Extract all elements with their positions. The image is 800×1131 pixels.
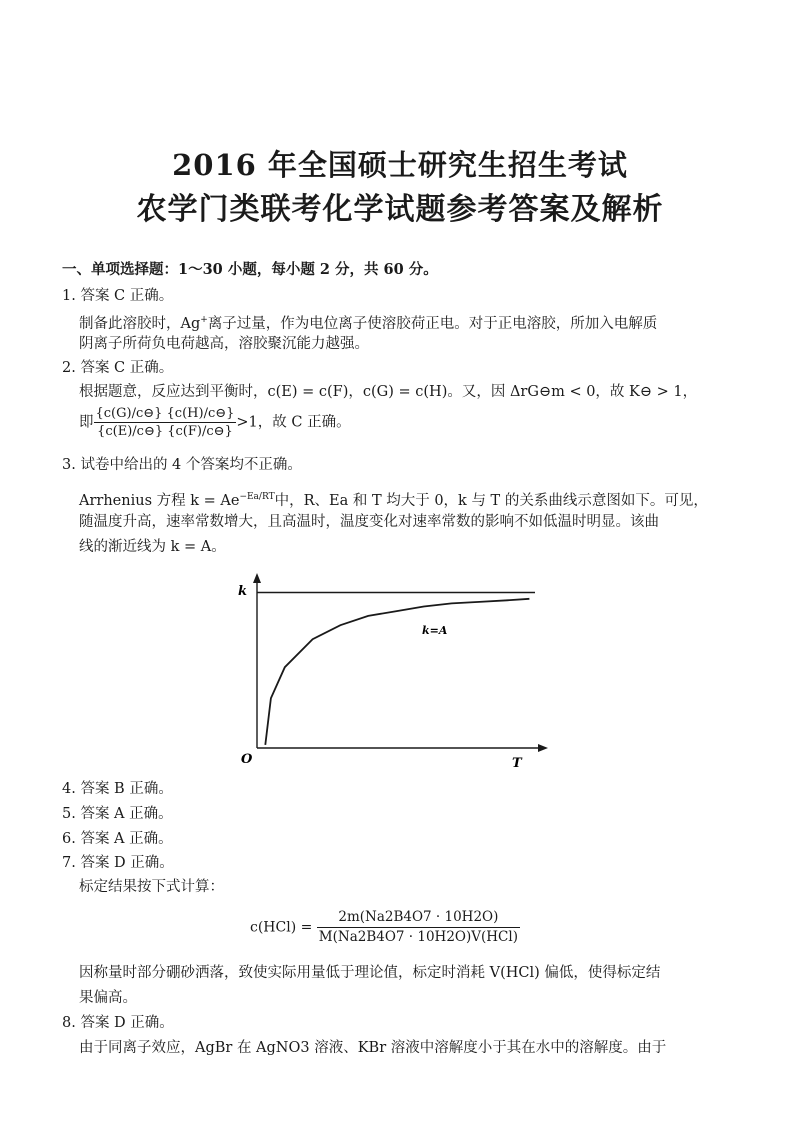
- y-axis-label: k: [238, 584, 248, 599]
- q5-answer: 5. 答案 A 正确。: [62, 806, 173, 822]
- q1-explanation-1: [79, 310, 657, 334]
- q2-fraction-denominator: {c(E)/c⊖} {c(F)/c⊖}: [97, 424, 233, 439]
- q1-exp-post: 离子过量，作为电位离子使溶胶荷正电。对于正电溶胶，所加入电解质: [207, 315, 658, 332]
- q2-fraction: [94, 405, 237, 440]
- q3-explanation-1: [79, 487, 708, 511]
- q8-explanation-1: 由于同离子效应，AgBr 在 AgNO3 溶液、KBr 溶液中溶解度小于其在水中的溶解度。由于: [79, 1040, 667, 1056]
- x-axis-label: T: [512, 756, 522, 771]
- q7-formula-denominator: M(Na2B4O7 · 10H2O)V(HCl): [318, 929, 518, 945]
- y-axis-arrow: [253, 573, 261, 583]
- q2-explanation-1: 根据题意，反应达到平衡时，c(E) = c(F)，c(G) = c(H)。又，因 ΔrG⊖m < 0，故 K⊖ > 1，: [79, 384, 698, 400]
- q4-answer: 4. 答案 B 正确。: [62, 781, 173, 797]
- q1-explanation-2: 阴离子所荷负电荷越高，溶胶聚沉能力越强。: [79, 336, 369, 352]
- q7-explanation-1: 因称量时部分硼砂洒落，致使实际用量低于理论值，标定时消耗 V(HCl) 偏低，使得标定结: [79, 965, 661, 981]
- asymptote-label: k=A: [422, 624, 448, 637]
- q7-explanation-2: 果偏高。: [79, 990, 137, 1006]
- q7-formula-lhs: c(HCl) =: [250, 919, 313, 936]
- k-vs-t-chart: [230, 565, 560, 775]
- q6-answer: 6. 答案 A 正确。: [62, 831, 173, 847]
- page-title-line-1: 2016 年全国硕士研究生招生考试: [172, 148, 628, 182]
- q3-explanation-2: 随温度升高，速率常数增大，且高温时，温度变化对速率常数的影响不如低温时明显。该曲: [79, 514, 659, 530]
- q3-exp1-post: 中，R、Ea 和 T 均大于 0，k 与 T 的关系曲线示意图如下。可见，: [274, 492, 708, 509]
- origin-label: O: [241, 752, 253, 767]
- q3-exp1-pre: Arrhenius 方程 k = Ae: [79, 492, 240, 509]
- x-axis-arrow: [538, 744, 548, 752]
- q7-formula: [250, 908, 520, 947]
- k-curve: [265, 599, 529, 745]
- q3-exp1-exponent: −Ea/RT: [239, 492, 275, 502]
- section-heading: 一、单项选择题：1～30 小题，每小题 2 分，共 60 分。: [62, 261, 438, 278]
- q7-intro: 标定结果按下式计算：: [79, 879, 224, 895]
- q3-explanation-3: 线的渐近线为 k = A。: [79, 539, 226, 555]
- q7-formula-fraction: [317, 908, 520, 947]
- q2-answer: 2. 答案 C 正确。: [62, 360, 174, 376]
- q3-answer: 3. 试卷中给出的 4 个答案均不正确。: [62, 457, 302, 473]
- q1-answer: 1. 答案 C 正确。: [62, 288, 174, 304]
- q1-exp-sup: +: [200, 315, 208, 325]
- q7-formula-numerator: 2m(Na2B4O7 · 10H2O): [317, 908, 520, 928]
- q1-exp-pre: 制备此溶胶时，Ag: [79, 315, 201, 332]
- q2-exp2-prefix: 即: [79, 414, 94, 431]
- page-title-line-2: 农学门类联考化学试题参考答案及解析: [136, 192, 664, 227]
- q2-exp2-suffix: >1，故 C 正确。: [236, 414, 351, 431]
- q8-answer: 8. 答案 D 正确。: [62, 1015, 174, 1031]
- q7-answer: 7. 答案 D 正确。: [62, 855, 174, 871]
- q2-fraction-numerator: {c(G)/c⊖} {c(H)/c⊖}: [95, 406, 235, 421]
- q2-explanation-2: [79, 405, 351, 440]
